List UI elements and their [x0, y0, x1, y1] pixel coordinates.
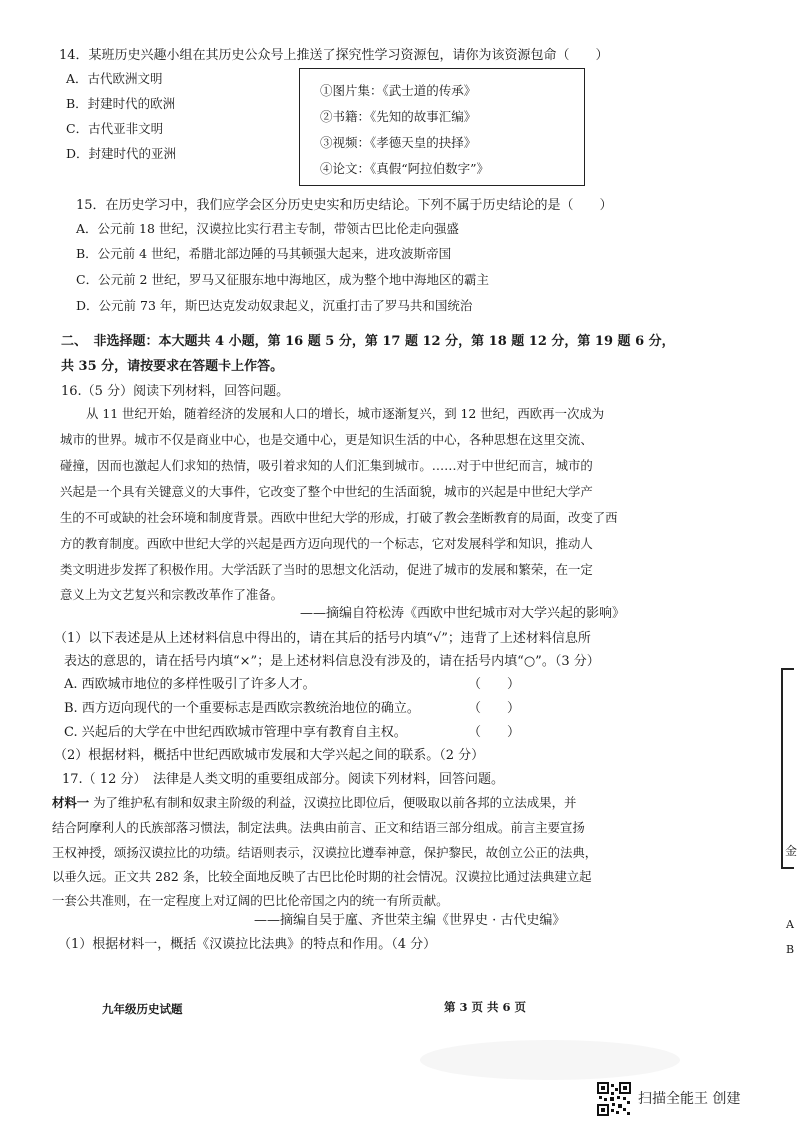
resource-item: ②书籍：《先知的故事汇编》: [320, 109, 477, 124]
footer-subject: 九年级历史试题: [102, 1002, 183, 1016]
scanner-watermark: 扫描全能王 创建: [638, 1091, 741, 1107]
q17-sub1: （1）根据材料一，概括《汉谟拉比法典》的特点和作用。（4 分）: [58, 937, 437, 952]
q14-stem: 14．某班历史兴趣小组在其历史公众号上推送了探究性学习资源包，请你为该资源包命（ ）: [59, 48, 609, 63]
q16-material-line: 碰撞，因而也激起人们求知的热情，吸引着求知的人们汇集到城市。……对于中世纪而言，城市的: [60, 458, 593, 473]
q16-material-line: 意义上为文艺复兴和宗教改革作了准备。: [60, 587, 284, 602]
q16-sub2: （2）根据材料，概括中世纪西欧城市发展和大学兴起之间的联系。（2 分）: [54, 748, 485, 763]
q14-resource-box: [299, 68, 585, 186]
q16-material-line: 从 11 世纪开始，随着经济的发展和人口的增长，城市逐渐复兴，到 12 世纪，西欧再一次成为: [86, 406, 605, 421]
q15-stem: 15．在历史学习中，我们应学会区分历史史实和历史结论。下列不属于历史结论的是（ ）: [76, 198, 613, 213]
q17-source: ——摘编自吴于廑、齐世荣主编《世界史 · 古代史编》: [254, 913, 566, 928]
q17-stem: 17.（ 12 分） 法律是人类文明的重要组成部分。阅读下列材料，回答问题。: [62, 772, 504, 787]
q16-material-line: 兴起是一个具有关键意义的大事件，它改变了整个中世纪的生活面貌，城市的兴起是中世纪大学产: [60, 484, 593, 499]
q17-material-line: 以垂久远。正文共 282 条，比较全面地反映了古巴比伦时期的社会情况。汉谟拉比通过法典建立起: [52, 869, 592, 884]
q15-option-c: C．公元前 2 世纪，罗马又征服东地中海地区，成为整个地中海地区的霸主: [76, 272, 489, 287]
adjacent-page-edge: [781, 668, 783, 868]
q16-material-line: 城市的世界。城市不仅是商业中心，也是交通中心，更是知识生活的中心，各种思想在这里交流、: [60, 432, 593, 447]
adjacent-page-edge: [781, 668, 794, 670]
q16-statement-b: B. 西方迈向现代的一个重要标志是西欧宗教统治地位的确立。: [64, 701, 420, 716]
section2-heading-cont: 共 35 分，请按要求在答题卡上作答。: [61, 359, 284, 374]
resource-item: ①图片集：《武士道的传承》: [320, 83, 477, 98]
scan-stain: [420, 1040, 680, 1080]
q15-option-d: D．公元前 73 年，斯巴达克发动奴隶起义，沉重打击了罗马共和国统治: [76, 298, 473, 313]
adjacent-fragment: A: [786, 918, 794, 931]
q15-option-b: B．公元前 4 世纪，希腊北部边陲的马其顿强大起来，进攻波斯帝国: [76, 246, 452, 261]
q14-option-c: C．古代亚非文明: [66, 121, 164, 136]
section2-heading: 二、 非选择题：本大题共 4 小题，第 16 题 5 分，第 17 题 12 分，第 18 题 12 分，第 19 题 6 分，: [61, 334, 675, 349]
footer-page-number: 第 3 页 共 6 页: [444, 1000, 527, 1014]
material-label: 材料一: [52, 795, 90, 810]
adjacent-fragment: B: [786, 943, 795, 956]
q14-option-a: A．古代欧洲文明: [66, 71, 163, 86]
q16-statement-a: A. 西欧城市地位的多样性吸引了许多人才。: [64, 677, 316, 692]
qr-code-icon: [597, 1082, 631, 1116]
answer-paren: （ ）: [468, 725, 521, 740]
q17-material-line: 一套公共准则，在一定程度上对辽阔的巴比伦帝国之内的统一有所贡献。: [52, 893, 449, 908]
q14-option-d: D．封建时代的亚洲: [66, 146, 177, 161]
answer-paren: （ ）: [468, 701, 521, 716]
resource-item: ③视频：《孝德天皇的抉择》: [320, 135, 477, 150]
adjacent-fragment: 金: [785, 844, 797, 858]
q16-sub1-instruction: （1）以下表述是从上述材料信息中得出的，请在其后的括号内填“√”；违背了上述材料信息所: [54, 631, 591, 646]
q15-option-a: A．公元前 18 世纪，汉谟拉比实行君主专制，带领古巴比伦走向强盛: [76, 221, 459, 236]
answer-paren: （ ）: [468, 677, 521, 692]
q16-statement-c: C. 兴起后的大学在中世纪西欧城市管理中享有教育自主权。: [64, 725, 407, 740]
q16-material-line: 类文明进步发挥了积极作用。大学活跃了当时的思想文化活动，促进了城市的发展和繁荣，在一定: [60, 562, 593, 577]
q17-material-line: 王权神授，颂扬汉谟拉比的功绩。结语则表示，汉谟拉比遵奉神意，保护黎民，故创立公正的法典，: [52, 845, 598, 860]
q14-option-b: B．封建时代的欧洲: [66, 96, 176, 111]
q16-material-line: 生的不可或缺的社会环境和制度背景。西欧中世纪大学的形成，打破了教会垄断教育的局面，改变了西: [60, 510, 618, 525]
q16-material-line: 方的教育制度。西欧中世纪大学的兴起是西方迈向现代的一个标志，它对发展科学和知识，推动人: [60, 536, 593, 551]
q16-source: ——摘编自符松涛《西欧中世纪城市对大学兴起的影响》: [300, 606, 626, 621]
material-text: 为了维护私有制和奴隶主阶级的利益，汉谟拉比即位后，便吸取以前各邦的立法成果，并: [89, 795, 577, 810]
resource-item: ④论文：《真假“阿拉伯数字”》: [320, 161, 490, 176]
q16-stem: 16.（5 分）阅读下列材料，回答问题。: [61, 384, 290, 399]
q16-sub1-instruction-cont: 表达的意思的，请在括号内填“×”；是上述材料信息没有涉及的，请在括号内填“○”。（3 分）: [64, 654, 600, 669]
q17-material-line: 结合阿摩利人的氏族部落习惯法，制定法典。法典由前言、正文和结语三部分组成。前言主要宣扬: [52, 820, 585, 835]
adjacent-page-edge: [781, 867, 794, 869]
q17-material-first-line: [52, 793, 576, 811]
